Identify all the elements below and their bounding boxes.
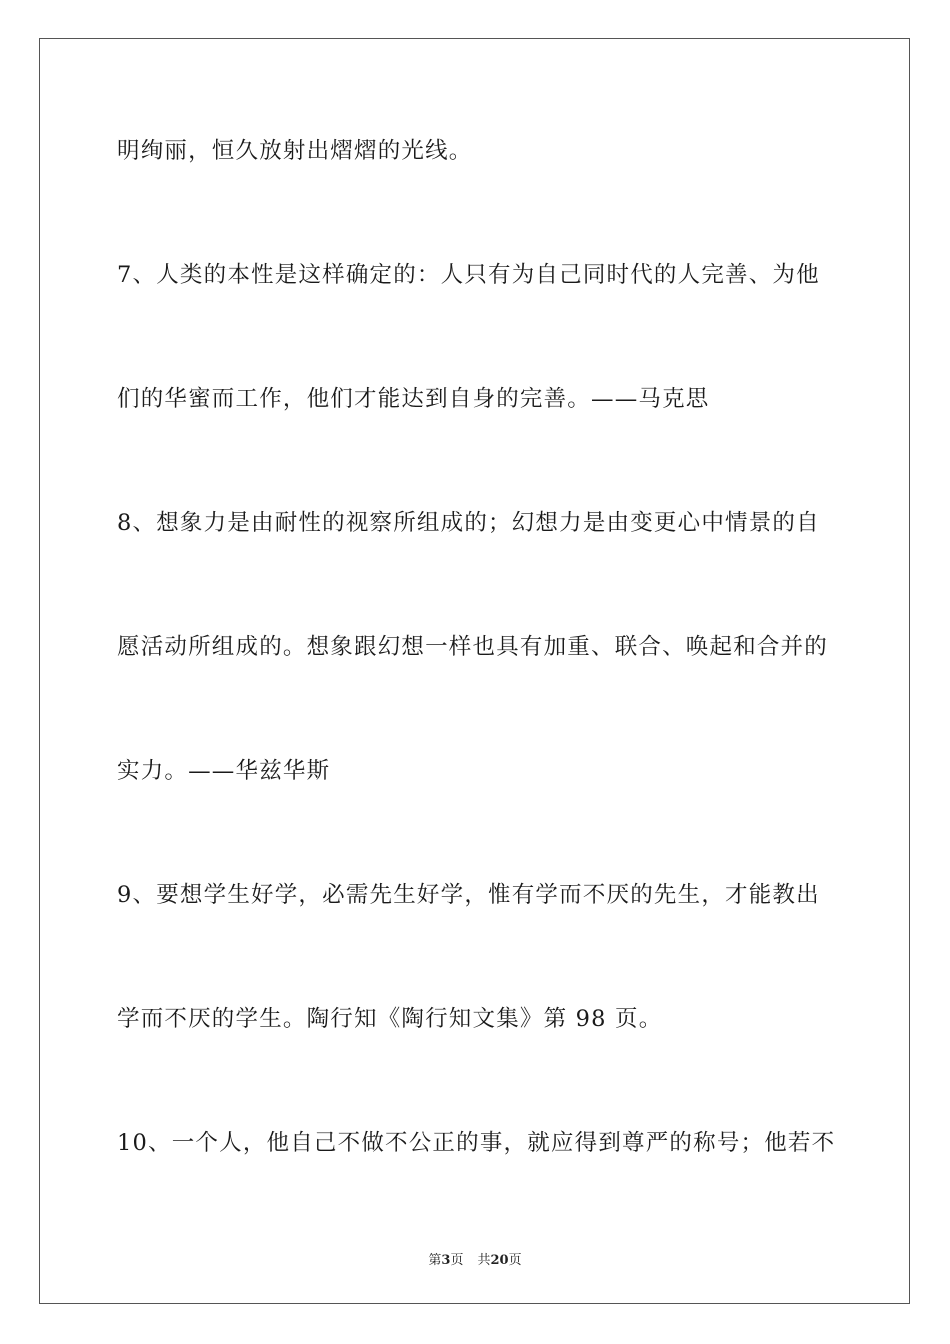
text-line-9: 10、一个人，他自己不做不公正的事，就应得到尊严的称号；他若不 xyxy=(117,1130,836,1156)
text-line-6: 实力。——华兹华斯 xyxy=(117,758,331,784)
text-line-7: 9、要想学生好学，必需先生好学，惟有学而不厌的先生，才能教出 xyxy=(117,882,820,908)
page-number: 3 xyxy=(441,1253,451,1268)
page-suffix: 页 xyxy=(450,1253,464,1268)
page-footer xyxy=(0,1249,950,1268)
total-suffix: 页 xyxy=(508,1253,522,1268)
text-line-2: 7、人类的本性是这样确定的：人只有为自己同时代的人完善、为他 xyxy=(117,262,820,288)
total-pages: 20 xyxy=(490,1253,509,1268)
text-line-5: 愿活动所组成的。想象跟幻想一样也具有加重、联合、唤起和合并的 xyxy=(117,634,829,660)
page-prefix: 第 xyxy=(428,1253,442,1268)
text-line-3: 们的华蜜而工作，他们才能达到自身的完善。——马克思 xyxy=(117,386,710,412)
page-border xyxy=(39,38,910,1304)
text-line-1: 明绚丽，恒久放射出熠熠的光线。 xyxy=(117,138,473,164)
text-line-4: 8、想象力是由耐性的视察所组成的；幻想力是由变更心中情景的自 xyxy=(117,510,820,536)
total-prefix: 共 xyxy=(477,1253,491,1268)
text-line-8: 学而不厌的学生。陶行知《陶行知文集》第 98 页。 xyxy=(117,1006,663,1032)
